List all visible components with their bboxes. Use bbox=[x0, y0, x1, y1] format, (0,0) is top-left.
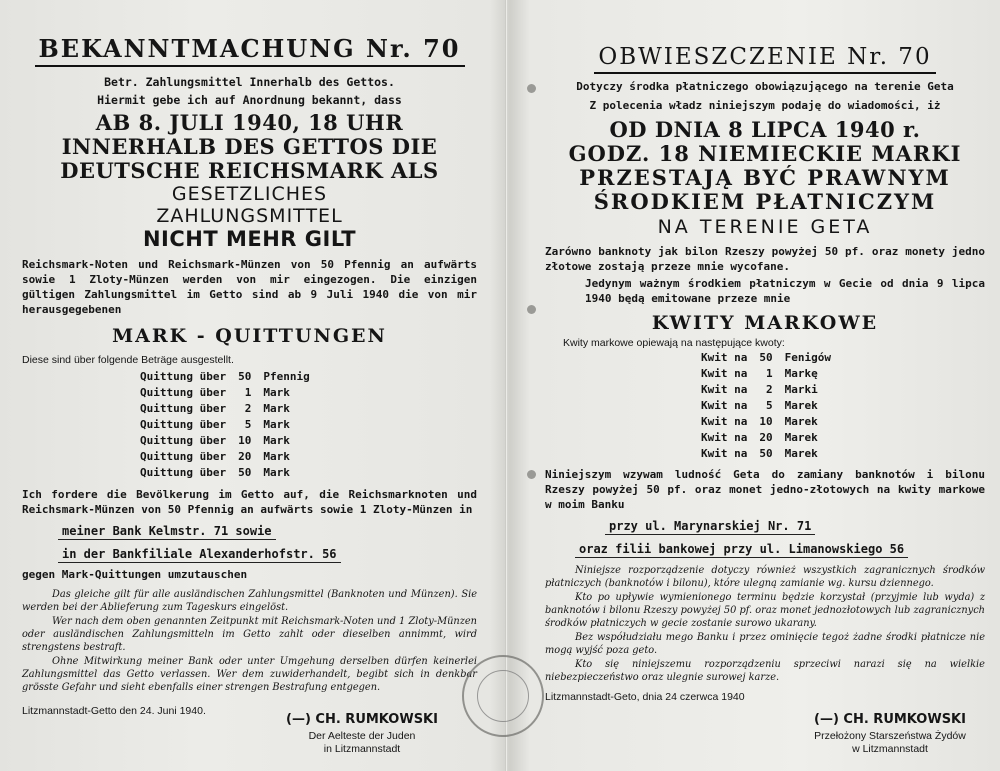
polish-sig-line-1: Przełożony Starszeństwa Żydów bbox=[814, 730, 966, 742]
polish-headline-1: OD DNIA 8 LIPCA 1940 r. bbox=[609, 117, 921, 142]
denomination-label: Quittung über bbox=[140, 466, 227, 479]
denomination-row bbox=[695, 350, 837, 366]
denomination-unit: Pfennig bbox=[263, 370, 310, 383]
polish-intro: Z polecenia władz niniejszym podaję do wiadomości, iż bbox=[589, 99, 941, 112]
denomination-row bbox=[134, 433, 316, 449]
denomination-amount: 50 bbox=[759, 351, 773, 364]
german-bank-1: meiner Bank Kelmstr. 71 sowie bbox=[58, 524, 276, 540]
denomination-amount: 10 bbox=[238, 434, 252, 447]
denomination-unit: Mark bbox=[263, 386, 290, 399]
denomination-label: Quittung über bbox=[140, 434, 227, 447]
denomination-amount: 2 bbox=[244, 402, 252, 415]
denomination-row bbox=[695, 446, 837, 462]
polish-place-date: Litzmannstadt-Geto, dnia 24 czerwca 1940 bbox=[545, 691, 745, 703]
german-notes bbox=[22, 588, 477, 694]
polish-note: Bez współudziału mego Banku i przez ominięcie tegoż żadne środki płatnicze nie mogą wyjść poza geto. bbox=[545, 632, 985, 656]
polish-sig-line-2: w Litzmannstadt bbox=[852, 743, 928, 755]
polish-denomination-table bbox=[695, 350, 837, 462]
polish-headline-5: NA TERENIE GETA bbox=[657, 216, 873, 238]
polish-note: Kto się niniejszemu rozporządzeniu sprzeciwi narazi się na wielkie niebezpieczeństwo oraz ulegnie surowej karze. bbox=[545, 659, 985, 683]
german-bank-2: in der Bankfiliale Alexanderhofstr. 56 bbox=[58, 547, 341, 563]
polish-column bbox=[545, 0, 985, 771]
polish-headline-3: PRZESTAJĄ BYĆ PRAWNYM bbox=[579, 165, 951, 190]
denomination-row bbox=[134, 449, 316, 465]
german-title: BEKANNTMACHUNG Nr. 70 bbox=[22, 34, 477, 63]
denomination-row bbox=[695, 398, 837, 414]
denomination-row bbox=[695, 382, 837, 398]
denomination-unit: Mark bbox=[263, 418, 290, 431]
polish-mark-title: KWITY MARKOWE bbox=[651, 312, 879, 334]
german-amounts-intro: Diese sind über folgende Beträge ausgestellt. bbox=[22, 354, 234, 366]
denomination-row bbox=[695, 414, 837, 430]
denomination-label: Quittung über bbox=[140, 402, 227, 415]
denomination-label: Quittung über bbox=[140, 370, 227, 383]
denomination-amount: 50 bbox=[238, 466, 252, 479]
denomination-label: Kwit na bbox=[701, 367, 748, 380]
german-para-2: Ich fordere die Bevölkerung im Getto auf, die Reichsmarknoten und Reichsmark-Münzen von 50 Pfennig an aufwärts sowie 1 Zloty-Münzen in bbox=[22, 488, 477, 516]
denomination-row bbox=[134, 385, 316, 401]
denomination-label: Kwit na bbox=[701, 383, 748, 396]
denomination-amount: 1 bbox=[765, 367, 773, 380]
polish-para-3: Niniejszym wzywam ludność Geta do zamiany banknotów i bilonu Rzeszy powyżej 50 pf. oraz monet jedno-złotowych na kwity markowe w moim Banku bbox=[545, 468, 985, 511]
german-denomination-table bbox=[134, 369, 316, 481]
polish-headline-2: GODZ. 18 NIEMIECKIE MARKI bbox=[568, 141, 962, 166]
denomination-row bbox=[134, 465, 316, 481]
german-headline-4: GESETZLICHES bbox=[171, 183, 328, 205]
denomination-unit: Fenigów bbox=[784, 351, 831, 364]
denomination-label: Kwit na bbox=[701, 447, 748, 460]
german-headline-3: DEUTSCHE REICHSMARK ALS bbox=[60, 158, 439, 183]
punch-hole bbox=[527, 470, 536, 479]
german-headline-6: NICHT MEHR GILT bbox=[142, 227, 357, 251]
denomination-label: Kwit na bbox=[701, 431, 748, 444]
denomination-row bbox=[134, 369, 316, 385]
denomination-label: Kwit na bbox=[701, 415, 748, 428]
polish-signature: (—) CH. RUMKOWSKI bbox=[814, 712, 966, 727]
round-seal-stamp bbox=[462, 655, 544, 737]
polish-bank-1: przy ul. Marynarskiej Nr. 71 bbox=[605, 519, 815, 535]
denomination-unit: Marki bbox=[784, 383, 818, 396]
german-headline-5: ZAHLUNGSMITTEL bbox=[156, 205, 343, 227]
german-headline-1: AB 8. JULI 1940, 18 UHR bbox=[95, 110, 404, 135]
denomination-label: Quittung über bbox=[140, 450, 227, 463]
denomination-label: Kwit na bbox=[701, 351, 748, 364]
denomination-amount: 50 bbox=[759, 447, 773, 460]
denomination-row bbox=[695, 430, 837, 446]
polish-subject: Dotyczy środka płatniczego obowiązującego na terenie Geta bbox=[576, 80, 954, 93]
polish-note: Kto po upływie wymienionego terminu będzie korzystał (przyjmie lub wyda) z banknotów i bilonu Rzeszy powyżej 50 pf. oraz monet jednozłotowych lub zagranicznych środków płatniczych w gecie zostanie surowo ukarany. bbox=[545, 592, 985, 629]
german-note: Ohne Mitwirkung meiner Bank oder unter Umgehung derselben dürfen keinerlei Zahlungsmittel das Getto verlassen. Wer dem zuwiderhandelt, begibt sich in denkbar grösste Gefahr und sieht ebenfalls einer strengen Bestrafung entgegen. bbox=[22, 656, 477, 693]
punch-hole bbox=[527, 305, 536, 314]
denomination-amount: 20 bbox=[759, 431, 773, 444]
german-mark-title: MARK - QUITTUNGEN bbox=[112, 325, 387, 347]
denomination-label: Quittung über bbox=[140, 386, 227, 399]
polish-notes bbox=[545, 564, 985, 684]
polish-headline-4: ŚRODKIEM PŁATNICZYM bbox=[593, 189, 937, 214]
german-note: Das gleiche gilt für alle ausländischen Zahlungsmittel (Banknoten und Münzen). Sie werden bei der Ablieferung zum Tageskurs eingelöst. bbox=[22, 589, 477, 613]
denomination-row bbox=[134, 401, 316, 417]
german-para-1: Reichsmark-Noten und Reichsmark-Münzen von 50 Pfennig an aufwärts sowie 1 Zloty-Münzen werden von mir eingezogen. Die einzigen gültigen Zahlungsmittel im Getto sind ab 9 Juli 1940 die von mir herausgegebenen bbox=[22, 258, 477, 316]
denomination-amount: 5 bbox=[244, 418, 252, 431]
punch-hole bbox=[527, 84, 536, 93]
denomination-unit: Marek bbox=[784, 431, 818, 444]
german-place-date: Litzmannstadt-Getto den 24. Juni 1940. bbox=[22, 705, 206, 717]
german-subject: Betr. Zahlungsmittel Innerhalb des Gettos. bbox=[104, 75, 395, 89]
denomination-unit: Marek bbox=[784, 447, 818, 460]
german-sig-line-2: in Litzmannstadt bbox=[323, 743, 401, 755]
denomination-row bbox=[134, 417, 316, 433]
denomination-amount: 5 bbox=[765, 399, 773, 412]
german-exchange: gegen Mark-Quittungen umzutauschen bbox=[22, 568, 248, 581]
german-note: Wer nach dem oben genannten Zeitpunkt mit Reichsmark-Noten und 1 Zloty-Münzen oder ausländischen Zahlungsmitteln im Getto zahlt oder dieselben annimmt, wird strengstens bestraft. bbox=[22, 616, 477, 653]
denomination-label: Kwit na bbox=[701, 399, 748, 412]
german-column bbox=[22, 0, 477, 771]
denomination-unit: Markę bbox=[784, 367, 818, 380]
denomination-unit: Mark bbox=[263, 402, 290, 415]
polish-title: OBWIESZCZENIE Nr. 70 bbox=[545, 44, 985, 70]
denomination-amount: 10 bbox=[759, 415, 773, 428]
polish-bank-2: oraz filii bankowej przy ul. Limanowskiego 56 bbox=[575, 542, 908, 558]
denomination-unit: Marek bbox=[784, 399, 818, 412]
denomination-label: Quittung über bbox=[140, 418, 227, 431]
polish-para-2: Jedynym ważnym środkiem płatniczym w Gecie od dnia 9 lipca 1940 będą emitowane przeze mnie bbox=[585, 277, 985, 305]
denomination-amount: 50 bbox=[238, 370, 252, 383]
german-headline-2: INNERHALB DES GETTOS DIE bbox=[61, 134, 438, 159]
polish-amounts-intro: Kwity markowe opiewają na następujące kwoty: bbox=[563, 337, 785, 349]
denomination-unit: Mark bbox=[263, 434, 290, 447]
denomination-unit: Marek bbox=[784, 415, 818, 428]
denomination-row bbox=[695, 366, 837, 382]
denomination-unit: Mark bbox=[263, 466, 290, 479]
denomination-amount: 20 bbox=[238, 450, 252, 463]
denomination-amount: 2 bbox=[765, 383, 773, 396]
polish-note: Niniejsze rozporządzenie dotyczy również wszystkich zagranicznych środków płatniczych (banknotów i bilonu), które ulegną zamianie wg. kursu dziennego. bbox=[545, 565, 985, 589]
polish-para-1: Zarówno banknoty jak bilon Rzeszy powyżej 50 pf. oraz monety jedno złotowe zostają przeze mnie wycofane. bbox=[545, 245, 985, 273]
denomination-amount: 1 bbox=[244, 386, 252, 399]
denomination-unit: Mark bbox=[263, 450, 290, 463]
german-signature: (—) CH. RUMKOWSKI bbox=[286, 712, 438, 727]
german-intro: Hiermit gebe ich auf Anordnung bekannt, dass bbox=[97, 93, 402, 107]
german-sig-line-1: Der Aelteste der Juden bbox=[308, 730, 416, 742]
